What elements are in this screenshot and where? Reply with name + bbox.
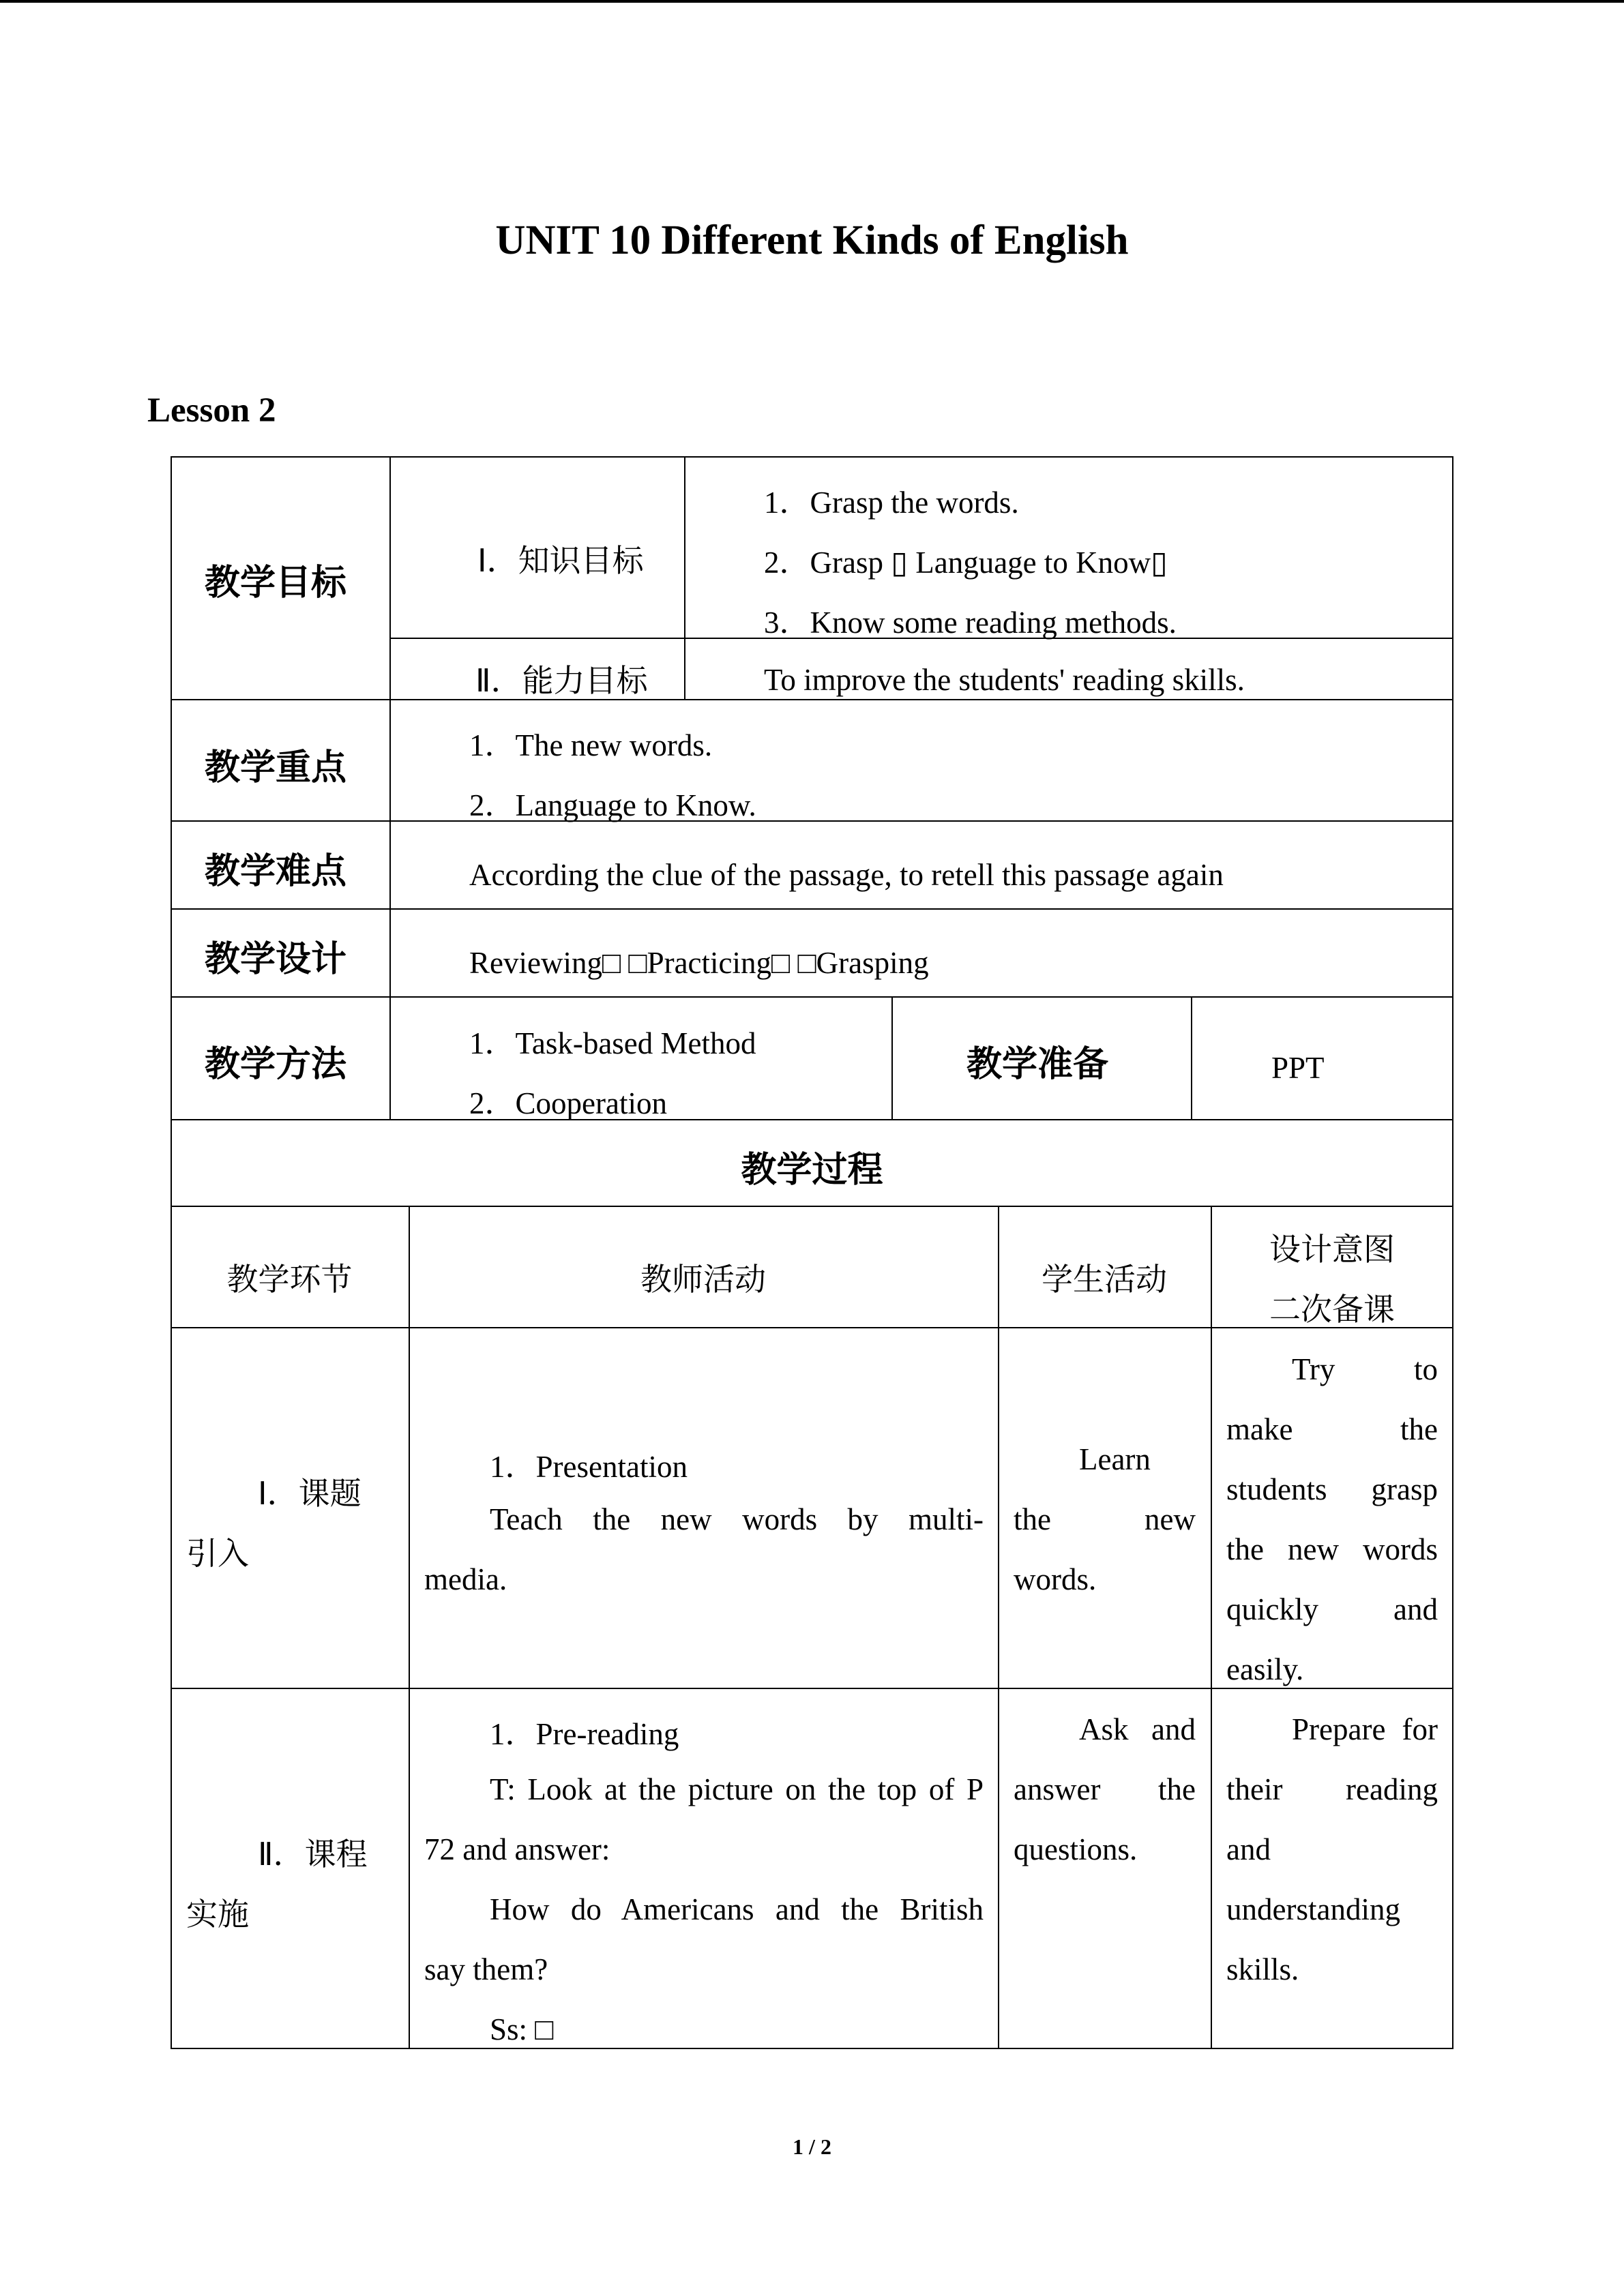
row2-intent-line3: and: [1226, 1832, 1271, 1866]
key-points-label: 教学重点: [205, 747, 347, 788]
row1-intent-line6: easily.: [1226, 1652, 1304, 1686]
ability-objective-label: Ⅱ．能力目标: [475, 662, 648, 699]
top-border-line: [0, 0, 1624, 3]
row2-intent-line1: Prepare for: [1292, 1712, 1438, 1746]
row1-stage-line1: Ⅰ．课题: [258, 1475, 361, 1512]
row2-teacher-line3: How do Americans and the British: [490, 1892, 984, 1926]
design-text: Reviewing□ □Practicing□ □Grasping: [469, 946, 929, 980]
method-2: 2．Cooperation: [469, 1086, 667, 1120]
knowledge-item-2: 2．Grasp ▯ Language to Know▯: [764, 546, 1168, 580]
row2-student-text: [1014, 1699, 1196, 1879]
row2-student-line3: questions.: [1014, 1832, 1138, 1866]
methods-label: 教学方法: [205, 1044, 347, 1085]
row2-student-line1: Ask and: [1079, 1712, 1196, 1746]
knowledge-item-3: 3．Know some reading methods.: [764, 606, 1177, 640]
row1-teacher-line2: media.: [424, 1562, 507, 1596]
row1-student-line3: words.: [1014, 1562, 1097, 1596]
row1-intent-line2: make the: [1226, 1412, 1438, 1446]
row1-teacher-text: [424, 1489, 984, 1609]
document-title: UNIT 10 Different Kinds of English: [495, 218, 1129, 263]
row1-student-line1: Learn: [1079, 1442, 1151, 1476]
method-1: 1．Task-based Method: [469, 1026, 756, 1060]
key-point-1: 1．The new words.: [469, 728, 713, 762]
objectives-label: 教学目标: [205, 563, 347, 603]
key-point-2: 2．Language to Know.: [469, 788, 756, 822]
row1-teacher-line1: Teach the new words by multi-: [490, 1502, 984, 1536]
design-label: 教学设计: [205, 939, 347, 980]
row2-teacher-line5: Ss: □: [490, 2012, 554, 2046]
row1-teacher-heading: 1．Presentation: [490, 1450, 688, 1484]
row2-teacher-line2: 72 and answer:: [424, 1832, 610, 1866]
row2-teacher-line1: T: Look at the picture on the top of P: [490, 1772, 984, 1806]
header-student: 学生活动: [1042, 1261, 1167, 1298]
row1-intent-line3: students grasp: [1226, 1472, 1438, 1506]
row2-intent-line5: skills.: [1226, 1952, 1299, 1986]
row1-intent-line5: quickly and: [1226, 1592, 1438, 1626]
row2-teacher-heading: 1．Pre-reading: [490, 1717, 679, 1751]
header-second-prep: 二次备课: [1269, 1291, 1395, 1328]
preparation-label: 教学准备: [966, 1044, 1109, 1085]
difficulties-label: 教学难点: [205, 851, 347, 892]
row2-intent-text: [1226, 1699, 1438, 1999]
ability-objective-text: To improve the students' reading skills.: [764, 663, 1245, 697]
page-number: 1 / 2: [793, 2134, 831, 2159]
header-intent: 设计意图: [1269, 1231, 1395, 1268]
row1-intent-text: [1226, 1339, 1438, 1699]
header-teacher: 教师活动: [640, 1261, 766, 1298]
row2-intent-line4: understanding: [1226, 1892, 1400, 1926]
difficulties-text: According the clue of the passage, to retell this passage again: [469, 858, 1224, 892]
row1-intent-line4: the new words: [1226, 1532, 1438, 1566]
row1-intent-line1: Try to: [1292, 1352, 1438, 1386]
row2-teacher-text: [424, 1759, 984, 2059]
preparation-value: PPT: [1271, 1051, 1325, 1085]
row2-student-line2: answer the: [1014, 1772, 1196, 1806]
lesson-heading: Lesson 2: [147, 391, 276, 430]
knowledge-item-1: 1．Grasp the words.: [764, 486, 1019, 520]
row2-intent-line2: their reading: [1226, 1772, 1438, 1806]
knowledge-objective-label: Ⅰ．知识目标: [477, 542, 644, 579]
row2-stage-line2: 实施: [186, 1896, 249, 1933]
row2-stage-line1: Ⅱ．课程: [258, 1836, 368, 1873]
row2-teacher-line4: say them?: [424, 1952, 548, 1986]
row1-student-line2: the new: [1014, 1502, 1196, 1536]
process-title: 教学过程: [741, 1150, 883, 1191]
row1-stage-line2: 引入: [186, 1535, 249, 1572]
row1-student-text: [1014, 1429, 1196, 1609]
header-stage: 教学环节: [226, 1261, 353, 1298]
